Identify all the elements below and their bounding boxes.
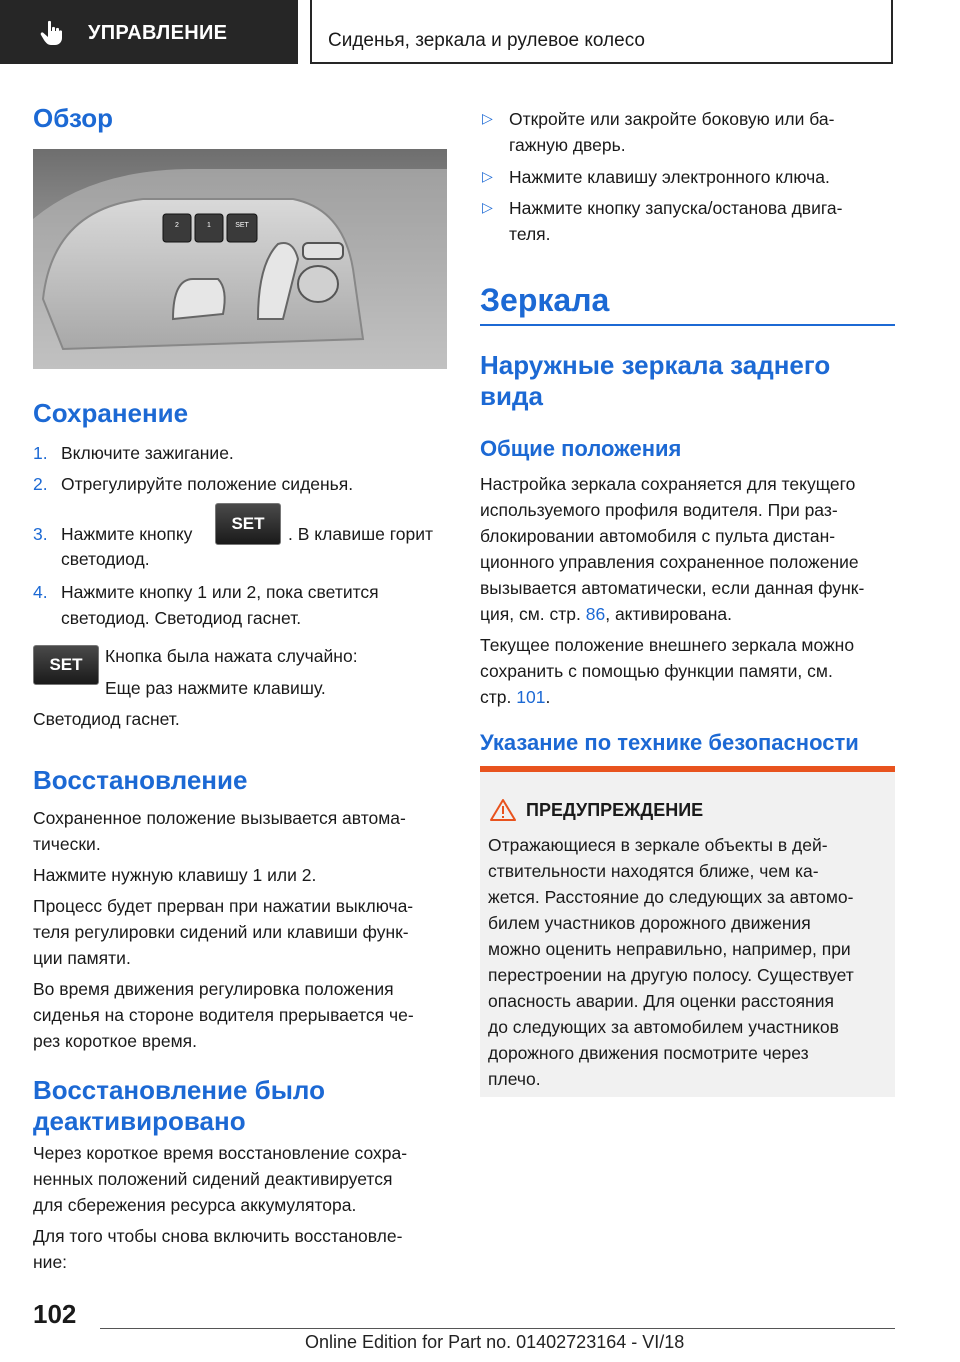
gen-l6-pre: ция, см. стр. <box>480 604 581 624</box>
set-button-label-2: SET <box>49 655 83 674</box>
warning-box <box>480 766 895 1097</box>
led-off-text: Светодиод гаснет. <box>33 709 180 729</box>
triangle-bullet-icon: ▷ <box>482 199 493 215</box>
step-4-text: Нажмите кнопку 1 или 2, пока светится <box>61 582 379 602</box>
restore-p4-l3: рез короткое время. <box>33 1031 197 1051</box>
warning-line: плечо. <box>488 1069 541 1089</box>
warning-line: жется. Расстояние до следующих за автомо- <box>488 887 854 907</box>
triangle-bullet-icon: ▷ <box>482 110 493 126</box>
step-1-number: 1. <box>33 443 48 463</box>
cur-l3-pre: стр. <box>480 687 512 707</box>
hand-pointer-icon <box>40 20 64 46</box>
step-4-line2: светодиод. Светодиод гаснет. <box>61 608 302 628</box>
step-2 <box>33 471 353 497</box>
seat-controls-photo <box>33 149 447 369</box>
step-3-line2: светодиод. <box>61 549 150 569</box>
bullet-1-l2: гажную дверь. <box>509 135 626 155</box>
deact-p2-l2: ние: <box>33 1252 68 1272</box>
subsection-title-l2: вида <box>480 381 543 411</box>
deact-p1-l2: ненных положений сидений деактивируется <box>33 1169 393 1189</box>
step-4-number: 4. <box>33 582 48 602</box>
section-title-overview: Обзор <box>33 103 113 133</box>
subsection-title-l1: Наружные зеркала заднего <box>480 350 831 380</box>
step-3-text-before: Нажмите кнопку <box>61 524 193 544</box>
step-3-text-after: . В клавише горит <box>288 524 434 544</box>
step-3-number: 3. <box>33 524 48 544</box>
step-4 <box>33 579 379 605</box>
step-1 <box>33 440 234 466</box>
section-title-deactivated-l1: Восстановление было <box>33 1075 325 1105</box>
set-button-label: SET <box>231 514 265 533</box>
bullet-3-l1: Нажмите кнопку запуска/останова двига- <box>509 198 843 218</box>
section-title-deactivated-l2: деактивировано <box>33 1106 246 1136</box>
gen-l6 <box>480 601 732 627</box>
cur-l3 <box>480 684 550 710</box>
cur-l3-post: . <box>545 687 551 707</box>
section-divider <box>480 324 895 326</box>
restore-p2: Нажмите нужную клавишу 1 или 2. <box>33 865 317 885</box>
restore-p1-l2: тически. <box>33 834 101 854</box>
warning-line: перестроении на другую полосу. Существует <box>488 965 854 985</box>
warning-line: до следующих за автомобилем участников <box>488 1017 839 1037</box>
section-title-save: Сохранение <box>33 398 189 428</box>
bullet-3-l2: теля. <box>509 224 551 244</box>
deact-p1-l3: для сбережения ресурса аккумулятора. <box>33 1195 357 1215</box>
gen-l4: ционного управления сохраненное положение <box>480 552 859 572</box>
warning-line: ствительности находятся ближе, чем ка- <box>488 861 819 881</box>
warning-triangle-icon <box>490 798 516 822</box>
accidental-text: Кнопка была нажата случайно: <box>105 646 358 666</box>
restore-p4-l2: сиденья на стороне водителя прерывается че- <box>33 1005 414 1025</box>
photo-button-set: SET <box>235 222 249 229</box>
gen-l2: используемого профиля водителя. При раз- <box>480 500 838 520</box>
page-link-86[interactable]: 86 <box>585 604 606 624</box>
photo-button-1: 1 <box>207 222 211 229</box>
step-3 <box>33 521 192 547</box>
restore-p3-l1: Процесс будет прерван при нажатии выключа- <box>33 896 414 916</box>
set-button-image <box>215 503 281 545</box>
restore-p4-l1: Во время движения регулировка положения <box>33 979 394 999</box>
step-1-text: Включите зажигание. <box>61 443 234 463</box>
safety-title: Указание по технике безопасности <box>480 730 859 755</box>
step-2-number: 2. <box>33 474 48 494</box>
triangle-bullet-icon: ▷ <box>482 168 493 184</box>
warning-text <box>488 832 888 1092</box>
deact-p1-l1: Через короткое время восстановление сохра- <box>33 1143 408 1163</box>
warning-line: билем участников дорожного движения <box>488 913 811 933</box>
section-title-mirrors: Зеркала <box>480 282 610 318</box>
set-button-image-2 <box>33 645 99 685</box>
warning-line: можно оценить неправильно, например, при <box>488 939 851 959</box>
chapter-label: УПРАВЛЕНИЕ <box>88 22 228 44</box>
breadcrumb <box>310 0 893 64</box>
press-again-text: Еще раз нажмите клавишу. <box>105 678 326 698</box>
section-title-restore: Восстановление <box>33 765 248 795</box>
gen-l1: Настройка зеркала сохраняется для текущего <box>480 474 856 494</box>
bullet-2-l1: Нажмите клавишу электронного ключа. <box>509 167 830 187</box>
gen-l5: вызывается автоматически, если данная функ- <box>480 578 865 598</box>
footer-divider <box>100 1328 895 1329</box>
chapter-tab[interactable] <box>0 0 298 64</box>
photo-button-2: 2 <box>175 222 179 229</box>
page-link-101[interactable]: 101 <box>516 687 546 707</box>
footer-edition: Online Edition for Part no. 01402723164 - VI/18 <box>305 1332 685 1352</box>
cur-l1: Текущее положение внешнего зеркала можно <box>480 635 855 655</box>
step-2-text: Отрегулируйте положение сиденья. <box>61 474 354 494</box>
warning-title: ПРЕДУПРЕЖДЕНИЕ <box>526 800 704 820</box>
deact-p2-l1: Для того чтобы снова включить восстановле- <box>33 1226 403 1246</box>
cur-l2: сохранить с помощью функции памяти, см. <box>480 661 833 681</box>
gen-l3: блокировании автомобиля с пульта дистан- <box>480 526 836 546</box>
restore-p3-l3: ции памяти. <box>33 948 131 968</box>
breadcrumb-text: Сиденья, зеркала и рулевое колесо <box>328 30 645 51</box>
warning-line: опасность аварии. Для оценки расстояния <box>488 991 834 1011</box>
restore-p3-l2: теля регулировки сидений или клавиши функ- <box>33 922 409 942</box>
general-title: Общие положения <box>480 436 682 461</box>
page-number: 102 <box>33 1299 77 1329</box>
gen-l6-post: , активирована. <box>605 604 732 624</box>
warning-line: дорожного движения посмотрите через <box>488 1043 809 1063</box>
bullet-1-l1: Откройте или закройте боковую или ба- <box>509 109 835 129</box>
warning-line: Отражающиеся в зеркале объекты в дей- <box>488 835 828 855</box>
restore-p1-l1: Сохраненное положение вызывается автома- <box>33 808 406 828</box>
